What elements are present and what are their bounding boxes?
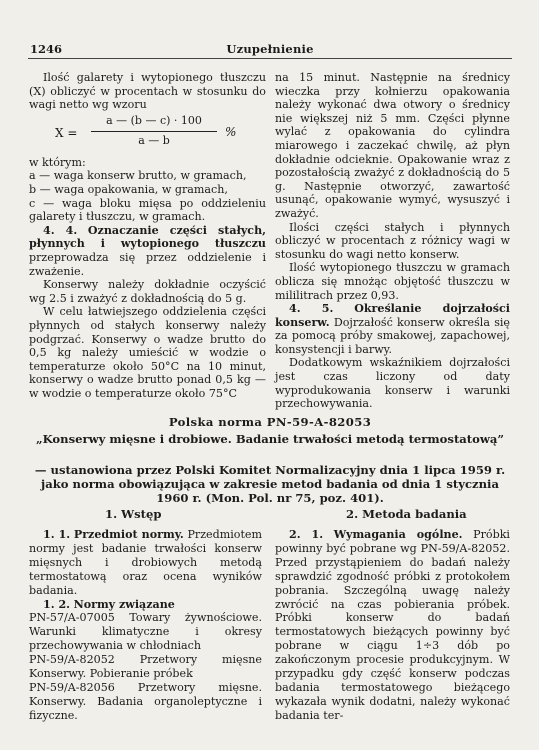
definition-c: c — waga bloku mięsa po oddzieleniu galarety i tłuszczu, w gramach. [29, 196, 266, 224]
norm-title: Polska norma PN-59-A-82053 [168, 415, 372, 429]
section-4-4 [29, 224, 266, 278]
section-title: Wymagania ogólne. [333, 528, 463, 541]
formula-lhs: X = [55, 125, 78, 140]
heading-introduction: 1. Wstęp [105, 507, 162, 521]
norm-subtitle: „Konserwy mięsne i drobiowe. Badanie trwałości metodą termostatową” [35, 432, 505, 446]
section-title: Określanie dojrzałości konserw. [275, 302, 510, 329]
right-column-bottom [275, 528, 510, 723]
section-text: Próbki powinny być pobrane wg PN-59/A-82052. Przed przystąpieniem do badań należy sprawdzić zgodność próbki z protokołem pobrania. Szczególną uwagę należy zwrócić na czas pobierania próbek. Próbki konserw do badań termostatowych bieżących powinny być pobrane w ciągu 1÷3 dób po zakończonym procesie produkcyjnym. W przypadku gdy część konserw podczas badania termostatowego bieżącego wykazała wynik dodatni, należy wykonać badania ter- [275, 528, 510, 722]
section-title: Oznaczanie części stałych, płynnych i wytopionego tłuszczu [29, 223, 266, 251]
section-2-1 [275, 528, 510, 723]
page-number: 1246 [30, 42, 63, 56]
section-number: 2. 1. [289, 528, 324, 541]
where-label: w którym: [29, 155, 86, 169]
definition-a: a — waga konserw brutto, w gramach, [29, 169, 247, 183]
related-standard: PN-57/A-07005 Towary żywnościowe. Warunki klimatyczne i okresy przechowywania w chłodniach [29, 611, 262, 653]
related-standard: PN-59/A-82052 Przetwory mięsne Konserwy. Pobieranie próbek [29, 653, 262, 681]
section-title: Przedmiot normy. [73, 528, 184, 541]
left-column-bottom [29, 528, 262, 723]
fraction-bar [91, 131, 217, 132]
formula-numerator: a — (b — c) · 100 [106, 113, 202, 127]
section-text: Przedmiotem normy jest badanie trwałości konserw mięsnych i drobiowych metodą termostatową oraz ocena wyników badania. [29, 528, 263, 597]
formula [29, 114, 266, 154]
paragraph: Ilość wytopionego tłuszczu w gramach oblicza się mnożąc objętość tłuszczu w mililitrach przez 0,93. [275, 261, 510, 302]
definition-b: b — waga opakowania, w gramach, [29, 182, 228, 196]
paragraph: Dodatkowym wskaźnikiem dojrzałości jest czas liczony od daty wyprodukowania konserw i warunki przechowywania. [275, 356, 510, 411]
section-text: przeprowadza się przez oddzielenie i zważenie. [29, 250, 266, 278]
section-1-2 [29, 598, 262, 612]
running-title: Uzupełnienie [226, 42, 314, 56]
section-number: 4. 5. [289, 302, 334, 316]
formula-denominator: a — b [138, 133, 170, 147]
paragraph: na 15 minut. Następnie na średnicy wieczka przy kołnierzu opakowania należy wykonać dwa otwory o średnicy nie większej niż 5 mm. Części płynne wylać z opakowania do cylindra miarowego i zaczekać chwilę, aż płyn dokładnie odcieknie. Opakowanie wraz z pozostałością zważyć z dokładnością do 5 g. Następnie otworzyć, zawartość usunąć, opakowanie wymyć, wysuszyć i zważyć. [275, 71, 510, 220]
section-4-5 [275, 302, 510, 356]
formula-unit: % [225, 124, 237, 139]
section-title: Normy związane [73, 597, 175, 611]
section-number: 4. 4. [43, 223, 78, 237]
paragraph: Ilości części stałych i płynnych obliczyć w procentach z różnicy wagi w stosunku do wagi netto konserw. [275, 220, 510, 261]
right-column-top [275, 71, 510, 411]
paragraph: W celu łatwiejszego oddzielenia części płynnych od stałych konserwy należy podgrzać. Konserwy o wadze brutto do 0,5 kg należy umieścić w wodzie o temperaturze około 50°C na 10 minut, konserwy o wadze brutto ponad 0,5 kg — w wodzie o temperaturze około 75°C [29, 305, 266, 400]
related-standard: PN-59/A-82056 Przetwory mięsne. Konserwy. Badania organoleptyczne i fizyczne. [29, 680, 262, 722]
variable-definitions [29, 169, 266, 223]
section-text: Dojrzałość konserw określa się za pomocą próby smakowej, zapachowej, konsystencji i barwy. [275, 315, 511, 356]
norm-note: — ustanowiona przez Polski Komitet Normalizacyjny dnia 1 lipca 1959 r. jako norma obowiązująca w zakresie metod badania od dnia 1 stycznia 1960 r. (Mon. Pol. nr 75, poz. 401). [34, 463, 506, 506]
section-1-1 [29, 528, 262, 598]
section-number: 1. 1. [43, 528, 71, 541]
paragraph-intro: Ilość galarety i wytopionego tłuszczu (X) obliczyć w procentach w stosunku do wagi netto wg wzoru [29, 71, 266, 112]
page-header [28, 42, 512, 59]
paragraph: Konserwy należy dokładnie oczyścić wg 2.5 i zważyć z dokładnością do 5 g. [29, 278, 266, 305]
section-number: 1. 2. [43, 597, 71, 611]
left-column-top [29, 71, 266, 400]
heading-method: 2. Metoda badania [346, 507, 467, 521]
